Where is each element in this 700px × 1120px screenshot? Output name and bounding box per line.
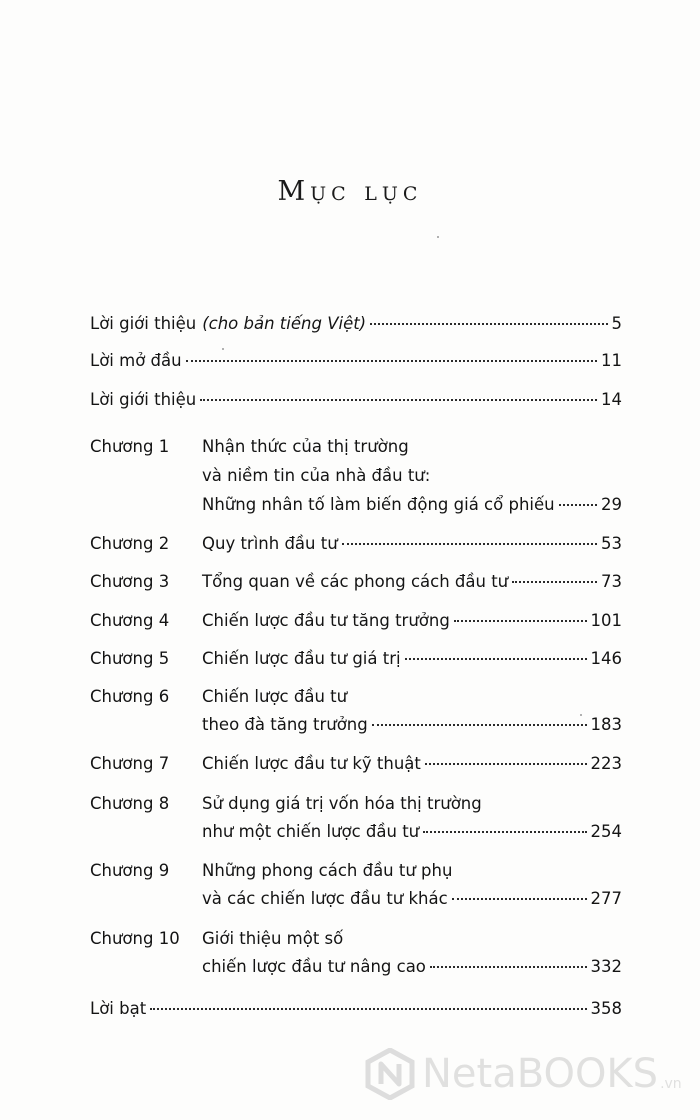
leader-dots xyxy=(200,399,597,401)
page-number: 73 xyxy=(601,572,622,591)
chapter-10-label: Chương 10 xyxy=(90,929,180,948)
chapter-4-line-1: Chiến lược đầu tư tăng trưởng xyxy=(202,611,450,630)
chapter-4-label: Chương 4 xyxy=(90,611,170,630)
chapter-1-line-2: và niềm tin của nhà đầu tư: xyxy=(202,466,431,485)
leader-dots xyxy=(425,763,587,765)
scan-speck xyxy=(580,714,582,716)
chapter-7-entry xyxy=(202,753,622,775)
toc-entry-preface xyxy=(90,350,622,372)
page-number: 254 xyxy=(590,822,622,841)
chapter-5-label: Chương 5 xyxy=(90,649,170,668)
chapter-8-label: Chương 8 xyxy=(90,794,170,813)
leader-dots xyxy=(512,581,597,583)
page-number: 358 xyxy=(590,999,622,1018)
chapter-6-entry xyxy=(202,714,622,736)
scan-speck xyxy=(437,236,439,238)
page-number: 146 xyxy=(590,649,622,668)
chapter-2-entry xyxy=(202,533,622,555)
chapter-1-label: Chương 1 xyxy=(90,437,170,456)
page-number: 183 xyxy=(590,715,622,734)
leader-dots xyxy=(559,504,597,506)
leader-dots xyxy=(454,620,587,622)
chapter-2-label: Chương 2 xyxy=(90,534,170,553)
toc-title: Mục lục xyxy=(277,176,423,207)
chapter-1-line-1: Nhận thức của thị trường xyxy=(202,437,409,456)
page-number: 29 xyxy=(601,495,622,514)
netabooks-logo-icon xyxy=(364,1048,416,1100)
chapter-9-label: Chương 9 xyxy=(90,861,170,880)
chapter-3-entry xyxy=(202,571,622,593)
chapter-6-label: Chương 6 xyxy=(90,687,170,706)
page-number: 332 xyxy=(590,957,622,976)
leader-dots xyxy=(423,831,586,833)
entry-label: Lời giới thiệu xyxy=(90,390,197,409)
page-number: 11 xyxy=(601,351,622,370)
chapter-10-entry xyxy=(202,956,622,978)
chapter-1-line-3: Những nhân tố làm biến động giá cổ phiếu xyxy=(202,495,555,514)
chapter-3-label: Chương 3 xyxy=(90,572,170,591)
chapter-2-line-1: Quy trình đầu tư xyxy=(202,534,338,553)
page-number: 53 xyxy=(601,534,622,553)
scan-speck xyxy=(222,348,224,350)
toc-entry-intro xyxy=(90,389,622,411)
leader-dots xyxy=(370,323,607,325)
leader-dots xyxy=(452,898,587,900)
entry-label: Lời mở đầu xyxy=(90,351,182,370)
chapter-1-entry xyxy=(202,494,622,516)
entry-label: Lời bạt xyxy=(90,999,147,1018)
chapter-10-line-2: chiến lược đầu tư nâng cao xyxy=(202,957,426,976)
chapter-8-line-1: Sử dụng giá trị vốn hóa thị trường xyxy=(202,794,482,813)
page-number: 14 xyxy=(601,390,622,409)
chapter-7-label: Chương 7 xyxy=(90,754,170,773)
toc-entry-intro-vn xyxy=(90,313,622,335)
toc-entry-afterword xyxy=(90,998,622,1020)
chapter-7-line-1: Chiến lược đầu tư kỹ thuật xyxy=(202,754,421,773)
chapter-10-line-1: Giới thiệu một số xyxy=(202,929,344,948)
leader-dots xyxy=(430,966,587,968)
chapter-6-line-1: Chiến lược đầu tư xyxy=(202,687,348,706)
leader-dots xyxy=(186,360,597,362)
chapter-9-line-2: và các chiến lược đầu tư khác xyxy=(202,889,448,908)
entry-label: Lời giới thiệu xyxy=(90,314,197,333)
entry-note: (cho bản tiếng Việt) xyxy=(202,314,367,333)
leader-dots xyxy=(405,658,587,660)
chapter-9-line-1: Những phong cách đầu tư phụ xyxy=(202,861,453,880)
chapter-8-line-2: như một chiến lược đầu tư xyxy=(202,822,420,841)
chapter-6-line-2: theo đà tăng trưởng xyxy=(202,715,368,734)
leader-dots xyxy=(342,543,597,545)
chapter-8-entry xyxy=(202,821,622,843)
chapter-4-entry xyxy=(202,610,622,632)
page-number: 277 xyxy=(590,889,622,908)
page-number: 223 xyxy=(590,754,622,773)
chapter-3-line-1: Tổng quan về các phong cách đầu tư xyxy=(202,572,509,591)
watermark-brand: NetaBOOKS xyxy=(422,1051,659,1097)
chapter-9-entry xyxy=(202,888,622,910)
leader-dots xyxy=(150,1008,586,1010)
page-number: 5 xyxy=(611,314,622,333)
chapter-5-line-1: Chiến lược đầu tư giá trị xyxy=(202,649,401,668)
leader-dots xyxy=(372,724,587,726)
page-number: 101 xyxy=(590,611,622,630)
watermark-domain: .vn xyxy=(660,1076,682,1092)
chapter-5-entry xyxy=(202,648,622,670)
netabooks-watermark xyxy=(364,1048,682,1100)
